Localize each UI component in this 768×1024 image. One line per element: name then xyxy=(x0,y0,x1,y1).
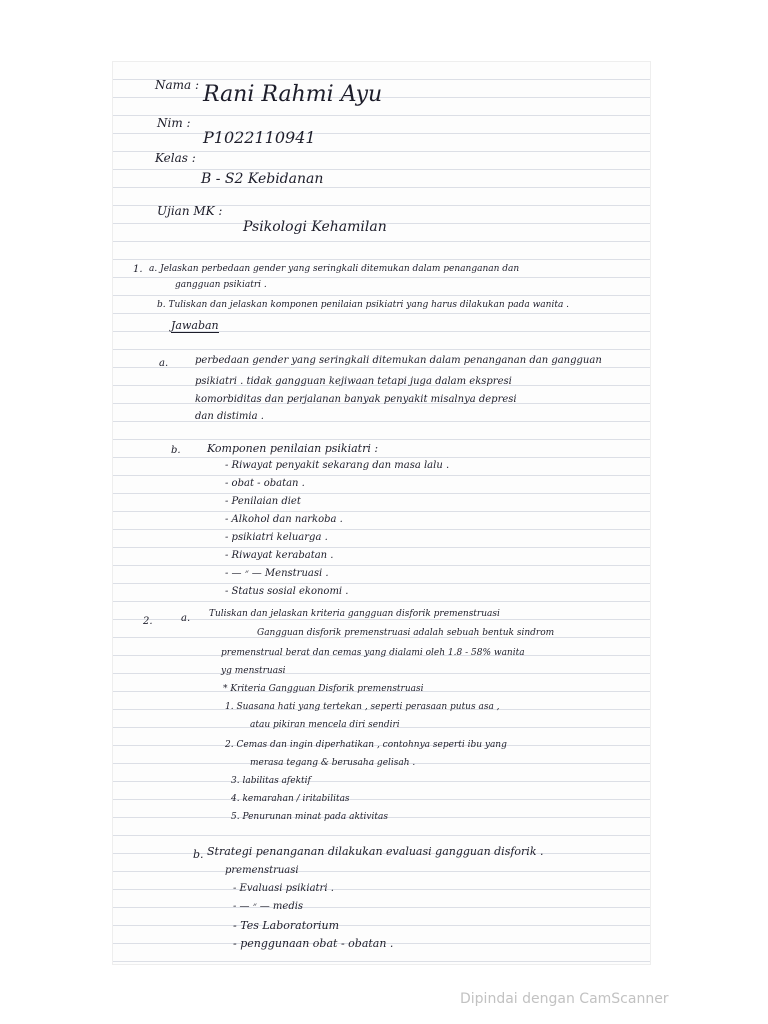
criteria-item-2-cont: merasa tegang & berusaha gelisah . xyxy=(250,758,416,768)
answer2a-title: Tuliskan dan jelaskan kriteria gangguan disforik premenstruasi xyxy=(209,609,500,619)
q1a-text: a. Jelaskan perbedaan gender yang seringkali ditemukan dalam penanganan dan xyxy=(149,264,520,274)
answer2b-title-cont: premenstruasi xyxy=(225,865,299,876)
answer2b-label: b. xyxy=(193,848,204,861)
kelas-value: B - S2 Kebidanan xyxy=(201,171,324,187)
q1b-text: b. Tuliskan dan jelaskan komponen penilaian psikiatri yang harus dilakukan pada wanita . xyxy=(157,300,570,310)
answer1b-item-4: - Alkohol dan narkoba . xyxy=(225,514,343,525)
answer1a-line-3: komorbiditas dan perjalanan banyak penyakit misalnya depresi xyxy=(195,394,517,405)
answer1b-item-6: - Riwayat kerabatan . xyxy=(225,550,334,561)
nim-label: Nim : xyxy=(157,116,191,130)
q1a-text-cont: gangguan psikiatri . xyxy=(175,280,267,290)
answer1a-line-2: psikiatri . tidak gangguan kejiwaan tetapi juga dalam ekspresi xyxy=(195,376,512,387)
answer1b-item-5: - psikiatri keluarga . xyxy=(225,532,328,543)
criteria-item-5: 5. Penurunan minat pada aktivitas xyxy=(231,812,388,822)
answer1b-item-3: - Penilaian diet xyxy=(225,496,301,507)
answer1b-title: Komponen penilaian psikiatri : xyxy=(207,442,379,455)
criteria-item-1-cont: atau pikiran mencela diri sendiri xyxy=(250,720,400,730)
answer2b-item-4: - penggunaan obat - obatan . xyxy=(233,937,394,950)
criteria-item-2: 2. Cemas dan ingin diperhatikan , contohnya seperti ibu yang xyxy=(225,740,507,750)
nama-value: Rani Rahmi Ayu xyxy=(203,82,383,107)
answer2a-line-2: premenstrual berat dan cemas yang dialami oleh 1.8 - 58% wanita xyxy=(221,648,525,658)
nama-label: Nama : xyxy=(155,78,200,92)
criteria-item-1: 1. Suasana hati yang tertekan , seperti perasaan putus asa , xyxy=(225,702,500,712)
kelas-label: Kelas : xyxy=(155,151,196,165)
answer1a-line-1: perbedaan gender yang seringkali ditemukan dalam penanganan dan gangguan xyxy=(195,355,602,366)
answer2a-line-1: Gangguan disforik premenstruasi adalah sebuah bentuk sindrom xyxy=(257,628,555,638)
answer1b-item-8: - Status sosial ekonomi . xyxy=(225,586,349,597)
ujian-value: Psikologi Kehamilan xyxy=(243,219,387,235)
answer2b-item-2: - — ״ — medis xyxy=(233,901,304,912)
q1-number: 1. xyxy=(133,264,143,275)
criteria-title: * Kriteria Gangguan Disforik premenstruasi xyxy=(223,684,424,694)
answer1b-item-7: - — ״ — Menstruasi . xyxy=(225,568,329,579)
criteria-item-4: 4. kemarahan / iritabilitas xyxy=(231,794,350,804)
jawaban-heading: Jawaban xyxy=(171,319,219,332)
answer1a-line-4: dan distimia . xyxy=(195,411,264,422)
ujian-label: Ujian MK : xyxy=(157,204,223,218)
answer1b-item-2: - obat - obatan . xyxy=(225,478,305,489)
notebook-page xyxy=(113,62,650,964)
answer2b-title: Strategi penanganan dilakukan evaluasi gangguan disforik . xyxy=(207,845,544,858)
answer1b-label: b. xyxy=(171,445,181,456)
answer1b-item-1: - Riwayat penyakit sekarang dan masa lalu . xyxy=(225,460,450,471)
q2-number: 2. xyxy=(143,616,153,627)
answer2a-label: a. xyxy=(181,613,191,624)
answer2b-item-1: - Evaluasi psikiatri . xyxy=(233,883,334,894)
nim-value: P1022110941 xyxy=(203,128,316,147)
answer2b-item-3: - Tes Laboratorium xyxy=(233,919,340,932)
answer1a-label: a. xyxy=(159,358,169,369)
camscanner-watermark: Dipindai dengan CamScanner xyxy=(460,991,669,1007)
criteria-item-3: 3. labilitas afektif xyxy=(231,776,311,786)
answer2a-line-3: yg menstruasi xyxy=(221,666,286,676)
